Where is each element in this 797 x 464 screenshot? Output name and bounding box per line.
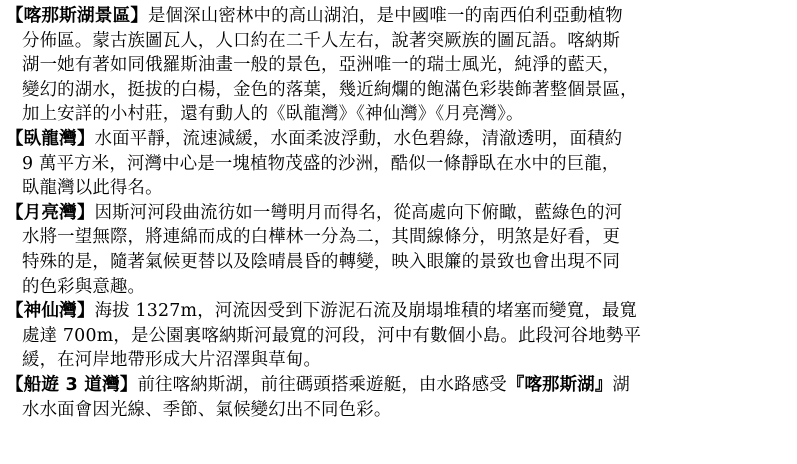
bracket-open: 【 bbox=[6, 6, 24, 26]
entry-line: 的色彩與意趣。 bbox=[22, 276, 146, 297]
entry-line: 變幻的湖水，挺拔的白楊，金色的落葉，幾近絢爛的飽滿色彩裝飾著整個景區， bbox=[22, 79, 638, 100]
entry-fairy-bay bbox=[6, 299, 791, 373]
entry-text: 水面平靜，流速減緩，水面柔波浮動，水色碧綠，清澈透明，面積約 bbox=[94, 128, 623, 149]
bracket-open: 【 bbox=[6, 374, 24, 395]
entry-text: 是個深山密林中的高山湖泊，是中國唯一的南西伯利亞動植物 bbox=[147, 6, 623, 26]
entry-boat-tour bbox=[6, 373, 791, 422]
bracket-close: 】 bbox=[76, 301, 95, 322]
entry-line: 湖一她有著如同俄羅斯油畫一般的景色，亞洲唯一的瑞士風光，純淨的藍天， bbox=[22, 55, 621, 76]
entry-line bbox=[6, 299, 791, 324]
bracket-close: 】 bbox=[76, 128, 95, 149]
entry-line bbox=[6, 373, 791, 398]
bracket-open: 【 bbox=[6, 301, 24, 322]
entry-title: 喀那斯湖景區 bbox=[23, 6, 131, 26]
entry-line: 9 萬平方米，河灣中心是一塊植物茂盛的沙洲，酷似一條靜臥在水中的巨龍， bbox=[22, 153, 620, 174]
entry-title: 船遊 3 道灣 bbox=[23, 374, 120, 395]
entry-line bbox=[6, 4, 791, 29]
entry-line: 分佈區。蒙古族圖瓦人，人口約在二千人左右，說著突厥族的圖瓦語。喀納斯 bbox=[22, 30, 621, 51]
entry-line: 水水面會因光線、季節、氣候變幻出不同色彩。 bbox=[22, 399, 392, 420]
entry-title: 月亮灣 bbox=[23, 202, 77, 223]
entry-moon-bay bbox=[6, 201, 791, 299]
entry-text: 前往喀納斯湖，前往碼頭搭乘遊艇，由水路感受 bbox=[137, 374, 507, 395]
bracket-open: 【 bbox=[6, 202, 24, 223]
bracket-close: 】 bbox=[130, 6, 148, 26]
entry-title: 臥龍灣 bbox=[23, 128, 77, 149]
entry-kanas-lake bbox=[6, 4, 791, 127]
entry-line: 處達 700m，是公園裏喀納斯河最寬的河段，河中有數個小島。此段河谷地勢平 bbox=[22, 325, 642, 346]
entry-line: 特殊的是，隨著氣候更替以及陰晴晨昏的轉變，映入眼簾的景致也會出現不同 bbox=[22, 251, 621, 272]
entry-line: 臥龍灣以此得名。 bbox=[22, 178, 163, 199]
emphasis-text: 『喀那斯湖』 bbox=[506, 374, 613, 395]
entry-text: 海拔 1327m，河流因受到下游泥石流及崩塌堆積的堵塞而變寬，最寬 bbox=[94, 301, 638, 322]
entry-line bbox=[6, 201, 791, 226]
entry-line bbox=[6, 127, 791, 152]
entry-title: 神仙灣 bbox=[23, 301, 77, 322]
entry-text: 因斯河河段曲流彷如一彎明月而得名，從高處向下俯瞰，藍綠色的河 bbox=[94, 202, 623, 223]
bracket-close: 】 bbox=[119, 374, 138, 395]
entry-text: 湖 bbox=[612, 374, 631, 395]
entry-line: 加上安詳的小村莊，還有動人的《臥龍灣》《神仙灣》《月亮灣》。 bbox=[22, 104, 524, 125]
bracket-open: 【 bbox=[6, 128, 24, 149]
entry-line: 緩，在河岸地帶形成大片沼澤與草甸。 bbox=[22, 350, 322, 371]
entry-line: 水將一望無際，將連綿而成的白樺林一分為二，其間線條分，明煞是好看，更 bbox=[22, 227, 621, 248]
bracket-close: 】 bbox=[76, 202, 95, 223]
entry-wolong-bay bbox=[6, 127, 791, 201]
